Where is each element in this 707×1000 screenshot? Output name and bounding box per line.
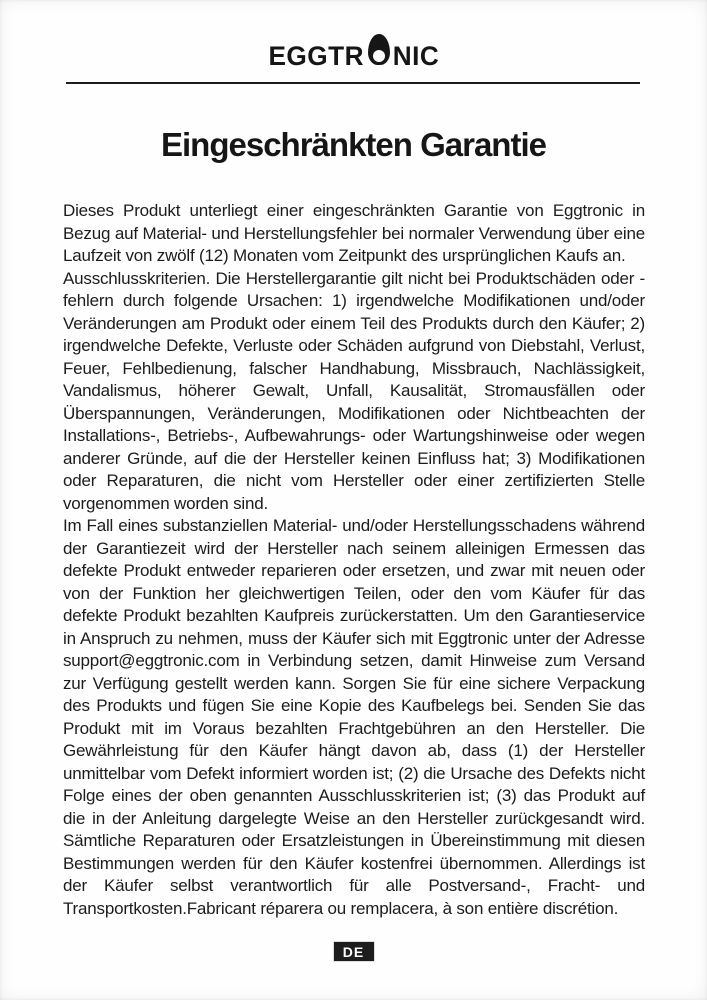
egg-icon <box>368 34 390 65</box>
warranty-paragraph-1: Dieses Produkt unterliegt einer eingeschränkten Garantie von Eggtronic in Bezug auf Material- und Herstellungsfehler bei normaler Verwendung über eine Laufzeit von zwölf (12) Monaten vom Zeitpunkt des ursprünglichen Kaufs an. <box>63 201 645 265</box>
warranty-paragraph-3: Im Fall eines substanziellen Material- und/oder Herstellungsschadens während der Garantiezeit wird der Hersteller nach seinem alleinigen Ermessen das defekte Produkt entweder reparieren oder ersetzen, und zwar mit neuen oder von der Funktion her gleichwertigen Teilen, oder den vom Käufer für das defekte Produkt bezahlten Kaufpreis zurückerstatten. Um den Garantieservice in Anspruch zu nehmen, muss der Käufer sich mit Eggtronic unter der Adresse support@eggtronic.com in Verbindung setzen, damit Hinweise zum Versand zur Verfügung gestellt werden kann. Sorgen Sie für eine sichere Verpackung des Produkts und fügen Sie eine Kopie des Kaufbelegs bei. Senden Sie das Produkt mit im Voraus bezahlten Frachtgebühren an den Hersteller. Die Gewährleistung für den Käufer hängt davon ab, dass (1) der Hersteller unmittelbar vom Defekt informiert worden ist; (2) die Ursache des Defekts nicht Folge eines der oben genannten Ausschlusskriterien ist; (3) das Produkt auf die in der Anleitung dargelegte Weise an den Hersteller zurückgesandt wird. Sämtliche Reparaturen oder Ersatzleistungen in Übereinstimmung mit diesen Bestimmungen werden für den Käufer kostenfrei übernommen. Allerdings ist der Käufer selbst verantwortlich für alle Postversand-, Fracht- und Transportkosten.Fabricant réparera ou remplacera, à son entière discrétion. <box>63 516 645 918</box>
logo-text-left: EGGTR <box>268 41 365 71</box>
warranty-paragraph-2: Ausschlusskriterien. Die Herstellergarantie gilt nicht bei Produktschäden oder -fehlern durch folgende Ursachen: 1) irgendwelche Modifikationen und/oder Veränderungen am Produkt oder einem Teil des Produkts durch den Käufer; 2) irgendwelche Defekte, Verluste oder Schäden aufgrund von Diebstahl, Verlust, Feuer, Fehlbedienung, falscher Handhabung, Missbrauch, Nachlässigkeit, Vandalismus, höherer Gewalt, Unfall, Kausalität, Stromausfällen oder Überspannungen, Veränderungen, Modifikationen oder Nichtbeachten der Installations-, Betriebs-, Aufbewahrungs- oder Wartungshinweise oder wegen anderer Gründe, auf die der Hersteller keinen Einfluss hat; 3) Modifikationen oder Reparaturen, die nicht vom Hersteller oder einer zertifizierten Stelle vorgenommen worden sind. <box>63 268 645 513</box>
language-badge: DE <box>333 941 375 962</box>
page-title: Eingeschränkten Garantie <box>161 126 546 163</box>
header-divider <box>66 82 640 84</box>
warranty-text <box>63 200 645 920</box>
logo-text-right: NIC <box>392 41 440 71</box>
eggtronic-logo <box>0 34 707 70</box>
